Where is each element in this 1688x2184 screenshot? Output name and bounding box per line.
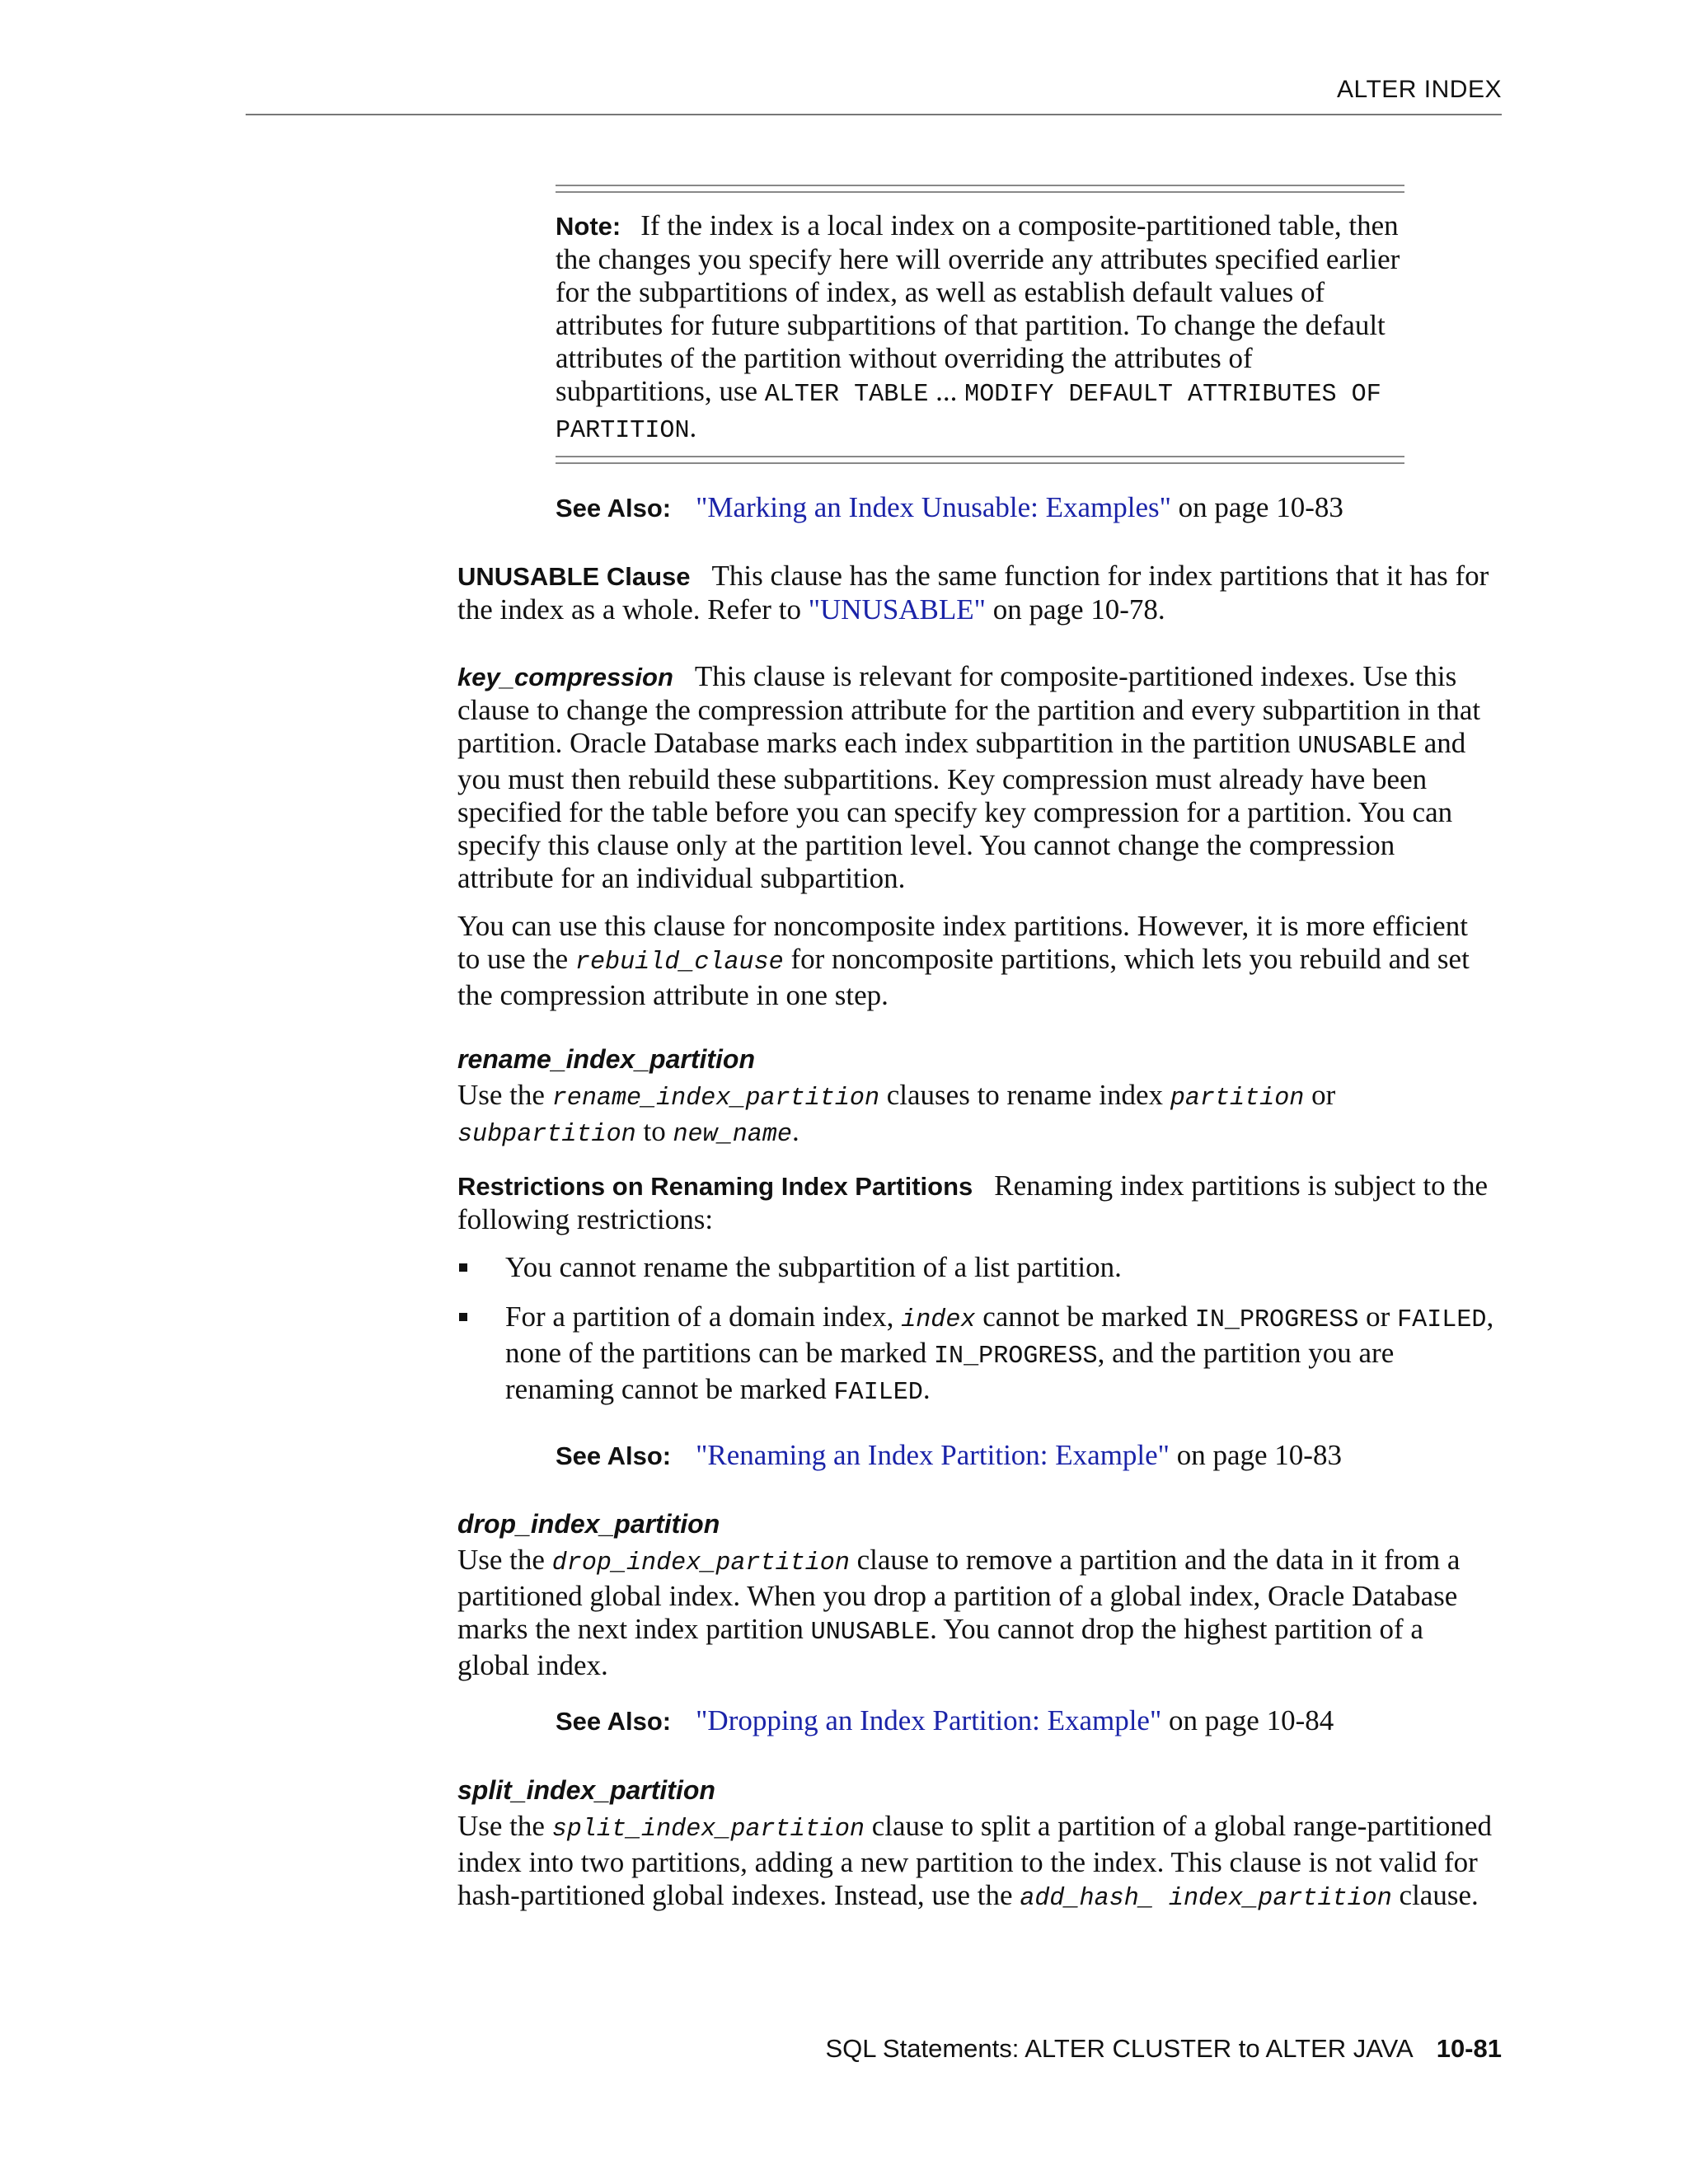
body-text: clause to remove a partition and the data in it from a partitioned global index. When you drop a partition of a global index, Oracle Database marks the next index partition <box>457 1544 1461 1645</box>
paragraph <box>457 560 1496 626</box>
body-text: clause to split a partition of a global range-partitioned index into two partitions, adding a new partition to the index. This clause is not valid for hash-partitioned global indexes. Instead, use the <box>457 1810 1492 1911</box>
body-text: Use the <box>457 1544 552 1576</box>
drop-index-partition-section <box>457 1507 1496 1682</box>
split-index-partition-section <box>457 1774 1496 1915</box>
bullet-icon <box>459 1313 467 1321</box>
code-term: partition <box>1170 1085 1305 1113</box>
cross-reference-link[interactable]: "Dropping an Index Partition: Example" <box>696 1704 1162 1736</box>
code-term: UNUSABLE <box>1297 733 1418 761</box>
note-text: . <box>689 411 697 443</box>
unusable-clause-section <box>457 560 1496 626</box>
note-text: ... <box>928 375 965 407</box>
code-term: FAILED <box>833 1379 923 1407</box>
run-in-heading: UNUSABLE Clause <box>457 562 691 591</box>
body-text: . <box>922 1373 931 1405</box>
section-heading: rename_index_partition <box>457 1044 755 1074</box>
code-term: rename_index_partition <box>551 1085 880 1113</box>
body-text: for noncomposite partitions, which lets you rebuild and set the compression attribute in one step. <box>457 943 1470 1011</box>
body-text: , none of the partitions can be marked <box>505 1301 1494 1369</box>
body-text: Use the <box>457 1079 552 1111</box>
body-text: clauses to rename index <box>879 1079 1170 1111</box>
cross-reference-link[interactable]: "Renaming an Index Partition: Example" <box>696 1439 1170 1471</box>
rename-index-partition-section <box>457 1043 1496 1409</box>
code-term: drop_index_partition <box>551 1549 850 1577</box>
code-term: UNUSABLE <box>810 1619 931 1647</box>
header-divider <box>246 114 1502 115</box>
see-also <box>556 491 1343 525</box>
list-item <box>457 1251 1496 1284</box>
see-also-label: See Also: <box>556 1441 672 1470</box>
body-text: or <box>1358 1301 1398 1333</box>
note-label: Note: <box>556 212 621 241</box>
code-term: split_index_partition <box>551 1816 865 1844</box>
run-in-heading: key_compression <box>457 663 673 691</box>
restrictions-list <box>457 1251 1496 1409</box>
see-also-label: See Also: <box>556 494 672 523</box>
note-code: MODIFY DEFAULT ATTRIBUTES OF PARTITION <box>556 381 1381 445</box>
run-in-heading: Restrictions on Renaming Index Partitions <box>457 1172 973 1201</box>
body-text: clause. <box>1391 1879 1479 1911</box>
body-text: cannot be marked <box>975 1301 1195 1333</box>
paragraph <box>457 1810 1496 1915</box>
body-text: Renaming index partitions is subject to the following restrictions: <box>457 1169 1489 1235</box>
body-text: , and the partition you are renaming cannot be marked <box>505 1337 1395 1405</box>
see-also <box>556 1704 1334 1738</box>
note-text: If the index is a local index on a composite-partitioned table, then the changes you specify here will override any attributes specified earlier for the subpartitions of index, as well as establish default values of attributes for future subpartitions of that partition. To change the default attributes of the partition without overriding the attributes of subpartitions, use <box>556 209 1400 407</box>
paragraph <box>457 660 1496 895</box>
page-reference: on page 10-83 <box>1170 491 1343 523</box>
cross-reference-link[interactable]: "Marking an Index Unusable: Examples" <box>696 491 1171 523</box>
code-term: rebuild_clause <box>574 949 784 977</box>
code-term: FAILED <box>1397 1306 1487 1334</box>
note-bottom-rule <box>556 456 1404 464</box>
note-code: ALTER TABLE <box>764 381 929 409</box>
body-text: You cannot rename the subpartition of a list partition. <box>505 1251 1122 1283</box>
body-text: or <box>1304 1079 1336 1111</box>
body-text: . <box>791 1115 799 1147</box>
see-also-label: See Also: <box>556 1707 672 1736</box>
body-text: Use the <box>457 1810 552 1842</box>
section-heading: split_index_partition <box>457 1775 715 1805</box>
key-compression-section <box>457 660 1496 1012</box>
section-heading: drop_index_partition <box>457 1509 720 1539</box>
running-header: ALTER INDEX <box>1337 76 1502 103</box>
list-item <box>457 1301 1496 1409</box>
note-box <box>556 185 1404 464</box>
body-text: You can use this clause for noncomposite index partitions. However, it is more efficient to use the <box>457 910 1468 975</box>
code-term: IN_PROGRESS <box>1194 1306 1359 1334</box>
code-term: new_name <box>673 1121 792 1149</box>
code-term: IN_PROGRESS <box>933 1343 1098 1371</box>
bullet-icon <box>459 1263 467 1272</box>
body-text: to <box>635 1115 673 1147</box>
code-term: index <box>901 1306 976 1334</box>
paragraph <box>457 1544 1496 1682</box>
page-reference: on page 10-84 <box>1161 1704 1334 1736</box>
body-text: This clause has the same function for index partitions that it has for the index as a whole. Refer to <box>457 560 1489 626</box>
page-number: 10-81 <box>1436 2034 1502 2063</box>
page-footer <box>825 2034 1502 2064</box>
cross-reference-link[interactable]: "UNUSABLE" <box>808 593 986 626</box>
body-text: on page 10-78. <box>985 593 1165 626</box>
code-term: subpartition <box>457 1121 636 1149</box>
body-text: For a partition of a domain index, <box>505 1301 902 1333</box>
code-term: add_hash_ index_partition <box>1020 1885 1392 1913</box>
page-reference: on page 10-83 <box>1169 1439 1342 1471</box>
body-text: This clause is relevant for composite-partitioned indexes. Use this clause to change the compression attribute for the partition and every subpartition in that partition. Oracle Database marks each index subpartition in the partition <box>457 660 1481 759</box>
paragraph <box>457 1169 1496 1236</box>
body-text: and you must then rebuild these subpartitions. Key compression must already have been specified for the table before you can specify key compression for a partition. You can specify this clause only at the partition level. You cannot change the compression attribute for an individual subpartition. <box>457 727 1466 894</box>
note-top-rule <box>556 185 1404 193</box>
paragraph <box>457 910 1496 1012</box>
paragraph <box>457 1079 1496 1151</box>
note-body <box>556 193 1404 456</box>
see-also <box>556 1439 1342 1473</box>
body-text: . You cannot drop the highest partition of a global index. <box>457 1613 1423 1681</box>
footer-title: SQL Statements: ALTER CLUSTER to ALTER JAVA <box>825 2034 1414 2063</box>
